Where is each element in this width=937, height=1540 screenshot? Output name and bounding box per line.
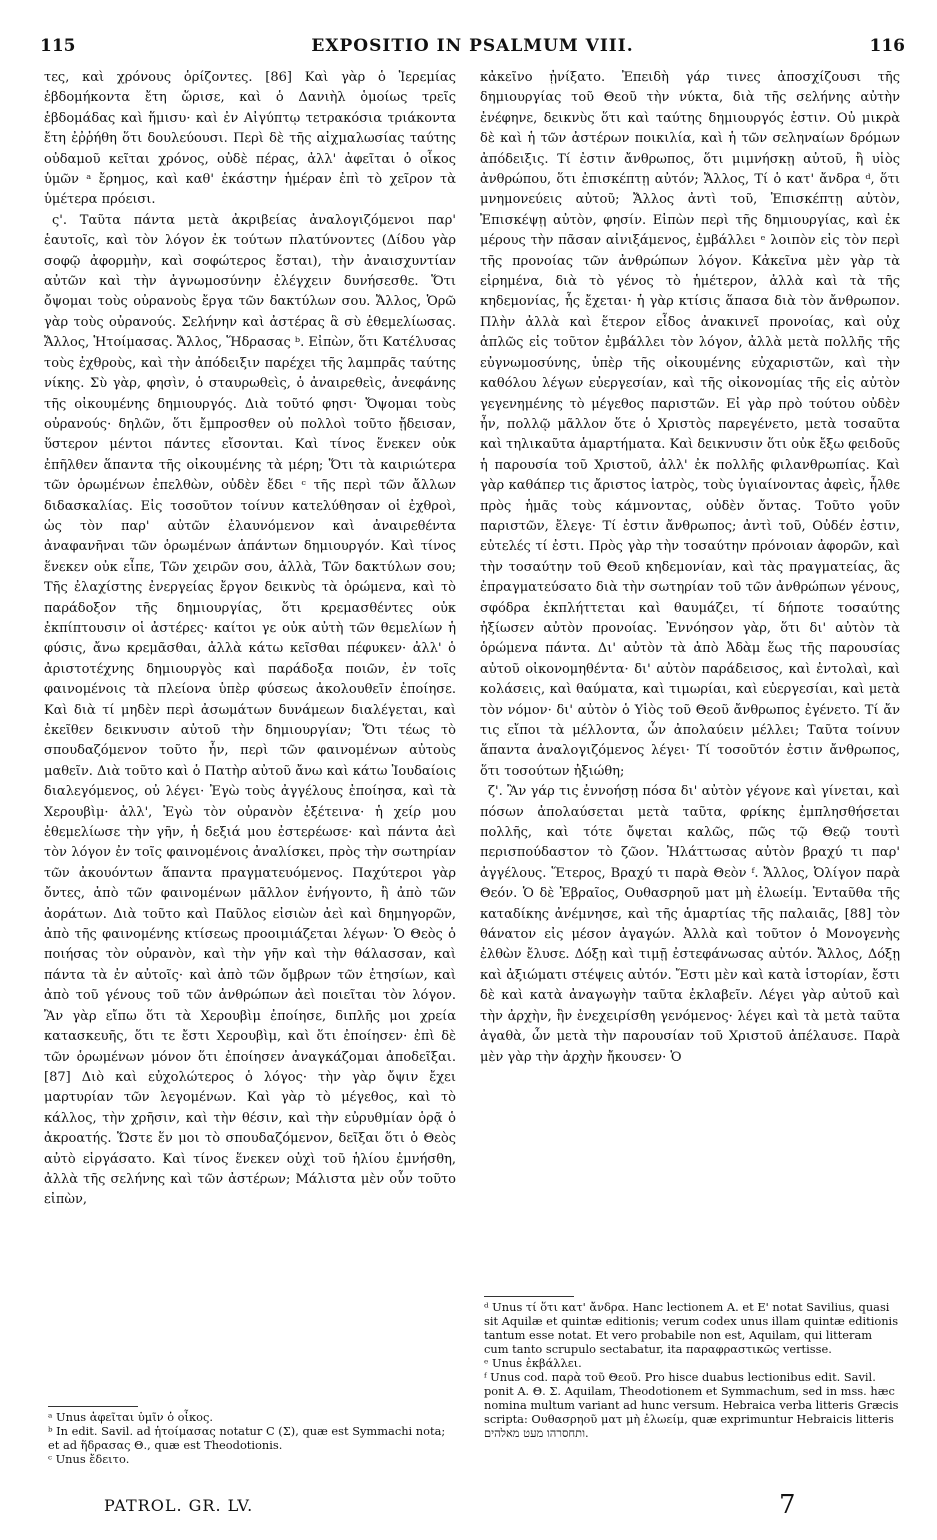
- footnote: ᶠ Unus cod. παρὰ τοῦ Θεοῦ. Pro hisce duabus lectionibus edit. Savil. ponit A. Θ. Σ. Aquilam, Theodotionem et Symmachum, sed in mss. hæc nomina multum variant ad hunc versum. Hebraica verba litteris Græcis scripta: Ουθασρηοῦ ματ μὴ ἐλωείμ, quæ exprimuntur Hebraicis litteris ותחסרהו מעט מאלהים.: [484, 1370, 899, 1440]
- page-number-right: 116: [869, 36, 905, 56]
- gathering-number: 7: [779, 1490, 796, 1520]
- footnotes-right: [484, 1300, 900, 1440]
- footnote: ᵃ Unus ἀφεῖται ὑμῖν ὁ οἶκος.: [48, 1410, 213, 1424]
- footnote: ᶜ Unus ἔδειτο.: [48, 1452, 130, 1466]
- signature-mark: PATROL. GR. LV.: [104, 1496, 254, 1515]
- page-header: [40, 36, 905, 62]
- paragraph: ζ'. Ἂν γάρ τις ἐννοήσῃ πόσα δι' αὐτὸν γέγονε καὶ γίνεται, καὶ πόσων ἀπολαύσεται μετὰ ταῦτα, φρίκης ἐμπλησθήσεται πολλῆς, καὶ τότε ὄψεται καλῶς, πῶς τῷ Θεῷ τουτὶ περισπούδαστον τὸ ζῶον. Ἠλάττωσας αὐτὸν βραχύ τι παρ' ἀγγέλους. Ἕτερος, Βραχύ τι παρὰ Θεὸν ᶠ. Ἄλλος, Ὀλίγον παρὰ Θεόν. Ὁ δὲ Ἑβραῖος, Ουθασρηοῦ ματ μὴ ἐλωείμ. Ἐνταῦθα τῆς καταδίκης ἀνέμνησε, καὶ τῆς ἁμαρτίας τῆς παλαιᾶς, [88] τὸν θάνατον εἰς μέσον ἀγαγών. Ἀλλὰ καὶ τοῦτον ὁ Μονογενὴς ἐλθὼν ἔλυσε. Δόξῃ καὶ τιμῇ ἐστεφάνωσας αὐτόν. Ἄλλος, Δόξῃ καὶ ἀξιώματι στέψεις αὐτόν. Ἔστι μὲν καὶ κατὰ ἱστορίαν, ἔστι δὲ καὶ κατὰ ἀναγωγὴν ταῦτα ἐκλαβεῖν. Λέγει γὰρ αὐτοῦ καὶ τὴν ἀρχὴν, ἣν ἐνεχειρίσθη γενόμενος· λέγει καὶ τὰ μετὰ ταῦτα ἀγαθὰ, ὧν μετὰ τὴν παρουσίαν τοῦ Χριστοῦ ἀπέλαυσε. Παρὰ μὲν γὰρ τὴν ἀρχὴν ἤκουσεν· Ὁ: [480, 784, 900, 1065]
- paragraph: ς'. Ταῦτα πάντα μετὰ ἀκριβείας ἀναλογιζόμενοι παρ' ἑαυτοῖς, καὶ τὸν λόγον ἐκ τούτων πλατύνοντες (Δίδου γὰρ σοφῷ ἀφορμὴν, καὶ σοφώτερος ἔσται), τὴν ἀναισχυντίαν αὐτῶν καὶ τὴν ἀγνωμοσύνην ἐλέγχειν δυνήσεσθε. Ὅτι ὄψομαι τοὺς οὐρανοὺς ἔργα τῶν δακτύλων σου. Ἄλλος, Ὁρῶ γὰρ τοὺς οὐρανούς. Σελήνην καὶ ἀστέρας ἃ σὺ ἐθεμελίωσας. Ἄλλος, Ἡτοίμασας. Ἄλλος, Ἥδρασας ᵇ. Εἰπὼν, ὅτι Κατέλυσας τοὺς ἐχθροὺς, καὶ τὴν ἀπόδειξιν παρέχει τῆς λαμπρᾶς ταύτης νίκης. Σὺ γὰρ, φησὶν, ὁ σταυρωθεὶς, ὁ ἀναιρεθεὶς, ἀνεφάνης τῆς οἰκουμένης δημιουργός. Διὰ τοῦτό φησι· Ὄψομαι τοὺς οὐρανούς· δηλῶν, ὅτι ἔμπροσθεν οὐ πολλοὶ τοῦτο ᾔδεισαν, ὕστερον μέντοι πάντες εἴσονται. Καὶ τίνος ἕνεκεν οὐκ ἐπῆλθεν ἅπαντα τῆς οἰκουμένης τὰ μέρη; Ὅτι τὰ καιριώτερα τῶν ὁρωμένων ἐπελθὼν, οὐδὲν ἔδει ᶜ τῆς περὶ τῶν ἄλλων διδασκαλίας. Εἰς τοσοῦτον τοίνυν κατελύθησαν οἱ ἐχθροὶ, ὡς τὸν παρ' αὐτῶν ἐλαυνόμενον καὶ ἀναιρεθέντα ἀναφανῆναι τῶν ὁρωμένων ἁπάντων δημιουργόν. Καὶ τίνος ἕνεκεν οὐκ εἶπε, Τῶν χειρῶν σου, ἀλλὰ, Τῶν δακτύλων σου; Τῆς ἐλαχίστης ἐνεργείας ἔργον δεικνὺς τὰ ὁρώμενα, καὶ τὸ παράδοξον τῆς δημιουργίας, ὅτι κρεμασθέντες οὐκ ἐκπίπτουσιν οἱ ἀστέρες· καίτοι γε οὐκ αὐτὴ τῶν θεμελίων ἡ φύσις, ἄνω κρεμᾶσθαι, ἀλλὰ κάτω κεῖσθαι πέφυκεν· ἀλλ' ὁ ἀριστοτέχνης δημιουργὸς καὶ παράδοξα ποιῶν, ἐν τοῖς φαινομένοις τὰ πλείονα ὑπὲρ φύσεως ἀκολουθεῖν ἐποίησε. Καὶ διὰ τί μηδὲν περὶ ἀσωμάτων δυνάμεων διαλέγεται, καὶ ἐκεῖθεν δεικνυσιν αὐτοῦ τὴν δημιουργίαν; Ὅτι τέως τὸ σπουδαζόμενον τοῦτο ἦν, περὶ τῶν φαινομένων αὐτοὺς μαθεῖν. Διὰ τοῦτο καὶ ὁ Πατὴρ αὐτοῦ ἄνω καὶ κάτω Ἰουδαίοις διαλεγόμενος, οὐ λέγει· Ἐγὼ τοὺς ἀγγέλους ἐποίησα, καὶ τὰ Χερουβὶμ· ἀλλ', Ἐγὼ τὸν οὐρανὸν ἐξέτεινα· ἡ χείρ μου ἐθεμελίωσε τὴν γῆν, ἡ δεξιά μου ἐστερέωσε· καὶ πάντα ἀεὶ τὸν λόγον ἐν τοῖς φαινομένοις ἀναλίσκει, πρὸς τὴν σωτηρίαν τῶν ἀκουόντων ἅπαντα πραγματευόμενος. Παχύτεροι γὰρ ὄντες, ἀπὸ τῶν φαινομένων μᾶλλον ἐνήγοντο, ἢ ἀπὸ τῶν ἀοράτων. Διὰ τοῦτο καὶ Παῦλος εἰσιὼν ἀεὶ καὶ δημηγορῶν, ἀπὸ τῆς φαινομένης κτίσεως προοιμιάζεται λέγων· Ὁ Θεὸς ὁ ποιήσας τὸν οὐρανὸν, καὶ τὴν γῆν καὶ τὴν θάλασσαν, καὶ πάντα τὰ ἐν αὐτοῖς· καὶ ἀπὸ τῶν ὄμβρων τῶν ἐτησίων, καὶ ἀπὸ τοῦ γένους τοῦ τῶν ἀνθρώπων ἀεὶ ποιεῖται τὸν λόγον. Ἂν γὰρ εἴπω ὅτι τὰ Χερουβὶμ ἐποίησε, διπλῆς μοι χρεία κατασκευῆς, ὅτι τε ἔστι Χερουβὶμ, καὶ ὅτι ἐποίησεν· ἐπὶ δὲ τῶν ὁρωμένων μόνον ὅτι ἐποίησεν ἀναγκάζομαι ἀποδεῖξαι. [87] Διὸ καὶ εὐχολώτερος ὁ λόγος· τὴν γὰρ ὄψιν ἔχει μαρτυρίαν τῶν λεγομένων. Καὶ γὰρ τὸ μέγεθος, καὶ τὸ κάλλος, τὴν χρῆσιν, καὶ τὴν θέσιν, καὶ τὴν εὐρυθμίαν ὁρᾷ ὁ ἀκροατής. Ὥστε ἕν μοι τὸ σπουδαζόμενον, δεῖξαι ὅτι ὁ Θεὸς αὐτὸ εἰργάσατο. Καὶ τίνος ἕνεκεν οὐχὶ τοῦ ἡλίου ἐμνήσθη, ἀλλὰ τῆς σελήνης καὶ τῶν ἀστέρων; Μάλιστα μὲν οὖν τοῦτο εἰπὼν,: [44, 212, 457, 1208]
- footnote-rule-right: [484, 1296, 574, 1297]
- footnote-rule-left: [48, 1406, 138, 1407]
- running-title: EXPOSITIO IN PSALMUM VIII.: [311, 36, 634, 56]
- page-number-left: 115: [40, 36, 76, 56]
- paragraph: κἀκεῖνο ᾐνίξατο. Ἐπειδὴ γάρ τινες ἀποσχίζουσι τῆς δημιουργίας τοῦ Θεοῦ τὴν νύκτα, διὰ τῆς σελήνης αὐτὴν ἐνέφηνε, δεικνὺς ὅτι καὶ ταύτης δημιουργός ἐστιν. Οὐ μικρὰ δὲ καὶ ἡ τῶν ἀστέρων ποικιλία, καὶ ἡ τῶν σεληναίων δρόμων ἀπόδειξις. Τί ἐστιν ἄνθρωπος, ὅτι μιμνήσκῃ αὐτοῦ, ἢ υἱὸς ἀνθρώπου, ὅτι ἐπισκέπτῃ αὐτόν; Ἄλλος, Τί ὁ κατ' ἄνδρα ᵈ, ὅτι μνημονεύεις αὐτοῦ; Ἄλλος ἀντὶ τοῦ, Ἐπισκέπτῃ αὐτὸν, Ἐπισκέψῃ αὐτὸν, φησίν. Εἰπὼν περὶ τῆς δημιουργίας, καὶ ἐκ μέρους τὴν πᾶσαν αἰνιξάμενος, ἐμβάλλει ᵉ λοιπὸν εἰς τὸν περὶ τῆς προνοίας τῶν ἀνθρώπων λόγον. Κἀκεῖνα μὲν γὰρ τὰ εἰρημένα, διὰ τὸ γένος τὸ ἡμέτερον, ἀλλὰ καὶ τὰ τῆς κηδεμονίας, ἧς ἔχεται· ἡ γὰρ κτίσις ἅπασα διὰ τὸν ἄνθρωπον. Πλὴν ἀλλὰ καὶ ἕτερον εἶδος ἀνακινεῖ προνοίας, καὶ οὐχ ἁπλῶς εἰς τοῦτον ἐμβάλλει τὸν λόγον, ἀλλὰ μετὰ πολλῆς τῆς εὐγνωμοσύνης, ὑπὲρ τῆς οἰκουμένης εὐχαριστῶν, καὶ τὴν καθόλου λέγων εὐεργεσίαν, καὶ τῆς οἰκονομίας τῆς εἰς αὐτὸν γεγενημένης τὸ μέγεθος παριστῶν. Εἰ γὰρ πρὸ τούτου οὐδὲν ἦν, πολλῷ μᾶλλον ὅτε ὁ Χριστὸς παρεγένετο, μετὰ τοσαῦτα καὶ τηλικαῦτα ἁμαρτήματα. Καὶ δεικνυσιν ὅτι οὐκ ἔξω φειδοῦς ἡ παρουσία τοῦ Χριστοῦ, ἀλλ' ἐκ πολλῆς φιλανθρωπίας. Καὶ γὰρ καθάπερ τις ἄριστος ἰατρὸς, τοὺς ὑγιαίνοντας ἀφεὶς, ἦλθε πρὸς ἡμᾶς τοὺς κάμνοντας, οὐδὲν ὄντας. Τοῦτο γοῦν παριστῶν, ἔλεγε· Τί ἐστιν ἄνθρωπος; ἀντὶ τοῦ, Οὐδέν ἐστιν, εὐτελές τί ἐστι. Πρὸς γὰρ τὴν τοσαύτην πρόνοιαν ἀφορῶν, καὶ τὴν τοσαύτην τοῦ Θεοῦ κηδεμονίαν, καὶ τὰς πραγματείας, ἃς ἐπραγματεύσατο διὰ τὴν σωτηρίαν τοῦ τῶν ἀνθρώπων γένους, σφόδρα ἐκπλήττεται καὶ θαυμάζει, τί δήποτε τοσαύτης ἠξίωσεν αὐτὸν προνοίας. Ἐννόησον γὰρ, ὅτι δι' αὐτὸν τὰ ὁρώμενα πάντα. Δι' αὐτὸν τὰ ἀπὸ Ἀδὰμ ἕως τῆς παρουσίας αὐτοῦ οἰκονομηθέντα· δι' αὐτὸν παράδεισος, καὶ ἐντολαὶ, καὶ κολάσεις, καὶ θαύματα, καὶ τιμωρίαι, καὶ εὐεργεσίαι, καὶ μετὰ τὸν νόμον· δι' αὐτὸν ὁ Υἱὸς τοῦ Θεοῦ ἄνθρωπος ἐγένετο. Τί ἄν τις εἴποι τὰ μέλλοντα, ὧν ἀπολαύειν μέλλει; Ταῦτα τοίνυν ἅπαντα ἀναλογιζόμενος λέγει· Τί τοσοῦτόν ἐστιν ἄνθρωπος, ὅτι τοσούτων ἠξιώθη;: [480, 70, 900, 779]
- footnote: ᵈ Unus τί ὅτι κατ' ἄνδρα. Hanc lectionem A. et E' notat Savilius, quasi sit Aquilæ et quintæ editionis; verum codex unus illam quintæ editionis tantum esse notat. Et vero probabile non est, Aquilam, qui litteram cum tanto scrupulo sectabatur, ita παραφραστικῶς vertisse.: [484, 1300, 899, 1356]
- footnote: ᵇ In edit. Savil. ad ἡτοίμασας notatur C (Σ), quæ est Symmachi nota; et ad ἥδρασας Θ., quæ est Theodotionis.: [48, 1424, 446, 1452]
- footnote: ᵉ Unus ἐκβάλλει.: [484, 1356, 582, 1370]
- right-column: [480, 68, 900, 1068]
- left-column: [44, 68, 456, 1211]
- paragraph: τες, καὶ χρόνους ὁρίζοντες. [86] Καὶ γὰρ ὁ Ἱερεμίας ἑβδομήκοντα ἔτη ὥρισε, καὶ ὁ Δανιὴλ ὁμοίως τρεῖς ἑβδομάδας καὶ ἥμισυ· καὶ ἐν Αἰγύπτῳ τετρακόσια τριάκοντα ἔτη ἐῤῥήθη ὅτι δουλεύουσι. Περὶ δὲ τῆς αἰχμαλωσίας ταύτης οὐδαμοῦ κεῖται χρόνος, οὐδὲ πέρας, ἀλλ' ἀφεῖται ὁ οἶκος ὑμῶν ᵃ ἔρημος, καὶ καθ' ἑκάστην ἡμέραν ἐπὶ τὸ χεῖρον τὰ ὑμέτερα πρόεισι.: [44, 70, 456, 208]
- footnotes-left: [48, 1410, 458, 1466]
